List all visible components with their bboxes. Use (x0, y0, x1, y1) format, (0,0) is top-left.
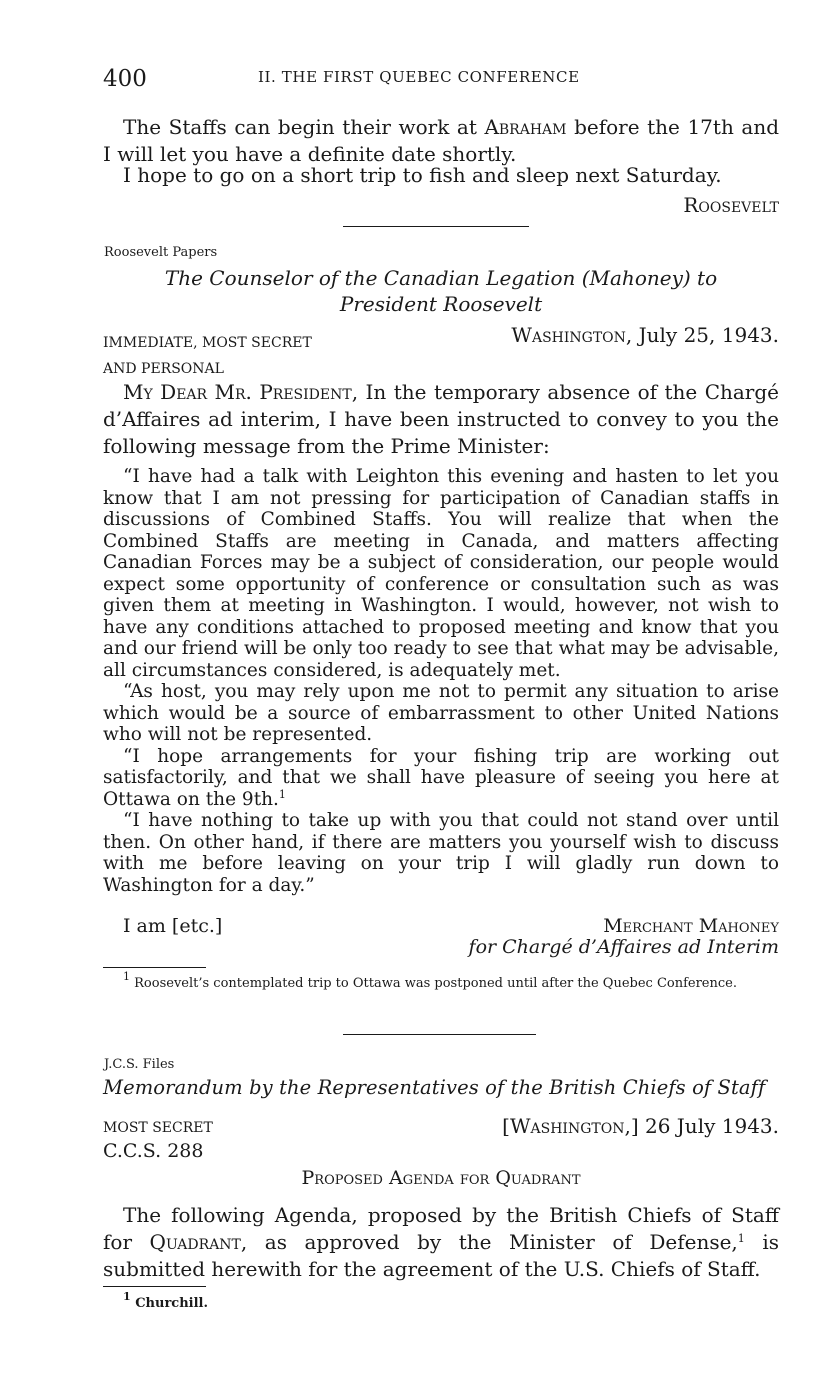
source-label: Roosevelt Papers (104, 245, 218, 260)
section-divider (343, 1034, 536, 1035)
place: [Washington,] (502, 1114, 639, 1138)
quote-paragraph: “I have had a talk with Leighton this evening and hasten to let you know that I am not pressing for participation of Canadian staffs in discussions of Combined Staffs. You will realize that when the Combined Staffs are meeting in Canada, and matters affecting Canadian Forces may be a subject of consideration, our people would expect some opportunity of conference or consultation such as was given them at meeting in Washington. I would, however, not wish to have any conditions attached to proposed meeting and know that you and our friend will be only too ready to see that what may be advisable, all circumstances considered, is adequately met. (103, 466, 779, 681)
document-title (103, 265, 779, 317)
date: 26 July 1943. (644, 1114, 779, 1138)
document-number: C.C.S. 288 (103, 1140, 204, 1162)
letter-text: before the 17th and I will let you have a definite date shortly. (103, 115, 780, 166)
quoted-message (103, 466, 779, 896)
signer-name: Merchant Mahoney (603, 915, 779, 937)
footnote-mark: 1 (123, 1290, 131, 1303)
dateline (511, 323, 779, 347)
section-divider (343, 226, 529, 227)
footnote-mark: 1 (123, 970, 130, 983)
letter-text: The Staffs can begin their work at (123, 115, 477, 139)
quote-paragraph: “I hope arrangements for your fishing trip are working out satisfactorily, and that we shall have pleasure of seeing you here at Ottawa on the 9th.$^1$ (103, 745, 779, 810)
classification: IMMEDIATE, MOST SECRET AND PERSONAL (103, 335, 312, 377)
date: July 25, 1943. (638, 323, 779, 347)
document-title-line: The Counselor of the Canadian Legation (Mahoney) to (164, 266, 718, 290)
section-heading: Proposed Agenda for Quadrant (301, 1167, 581, 1189)
code-name-abraham: Abraham (484, 115, 567, 139)
running-title: II. THE FIRST QUEBEC CONFERENCE (258, 68, 580, 86)
body-paragraph: The following Agenda, proposed by the British Chiefs of Staff for Quadrant, as approved by the Minister of Defense,$^1$ is submitted herewith for the agreement of the U.S. Chiefs of Staff. (103, 1203, 779, 1281)
footnote-rule (103, 967, 206, 968)
footnote-ref: 1 (737, 1232, 745, 1245)
quote-paragraph: “I have nothing to take up with you that could not stand over until then. On other hand, if there are matters you yourself wish to discuss with me before leaving on your trip I will gladly run down to Washington for a day.” (103, 810, 779, 896)
footnote-rule (103, 1286, 206, 1287)
letter-paragraph: I hope to go on a short trip to fish and sleep next Saturday. (123, 163, 722, 187)
document-title-line: President Roosevelt (339, 292, 543, 316)
salutation: My Dear Mr. President, (123, 380, 359, 404)
footnote-ref: 1 (278, 787, 286, 801)
quote-paragraph: “As host, you may rely upon me not to permit any situation to arise which would be a source of embarrassment to other United Nations who will not be represented. (103, 681, 779, 745)
page-number: 400 (103, 66, 147, 92)
code-name-quadrant: Quadrant (149, 1230, 241, 1254)
signer-title: for Chargé d’Affaires ad Interim (468, 936, 779, 958)
letter-paragraph (103, 114, 779, 168)
place: Washington, (511, 323, 633, 347)
signature: Roosevelt (683, 193, 779, 217)
footnote: $^1$ Churchill. (123, 1290, 208, 1311)
dateline (502, 1114, 779, 1138)
closing: I am [etc.] (123, 915, 223, 937)
letter-paragraph (103, 379, 779, 460)
classification: MOST SECRET (103, 1120, 213, 1136)
source-label: J.C.S. Files (104, 1057, 175, 1072)
letter-text: In the temporary absence of the Chargé d’Affaires ad interim, I have been instructed to convey to you the following message from the Prime Minister: (103, 380, 780, 458)
footnote: $^1$ Roosevelt’s contemplated trip to Ottawa was postponed until after the Quebec Conference. (123, 970, 737, 991)
document-title: Memorandum by the Representatives of the British Chiefs of Staff (103, 1076, 766, 1099)
